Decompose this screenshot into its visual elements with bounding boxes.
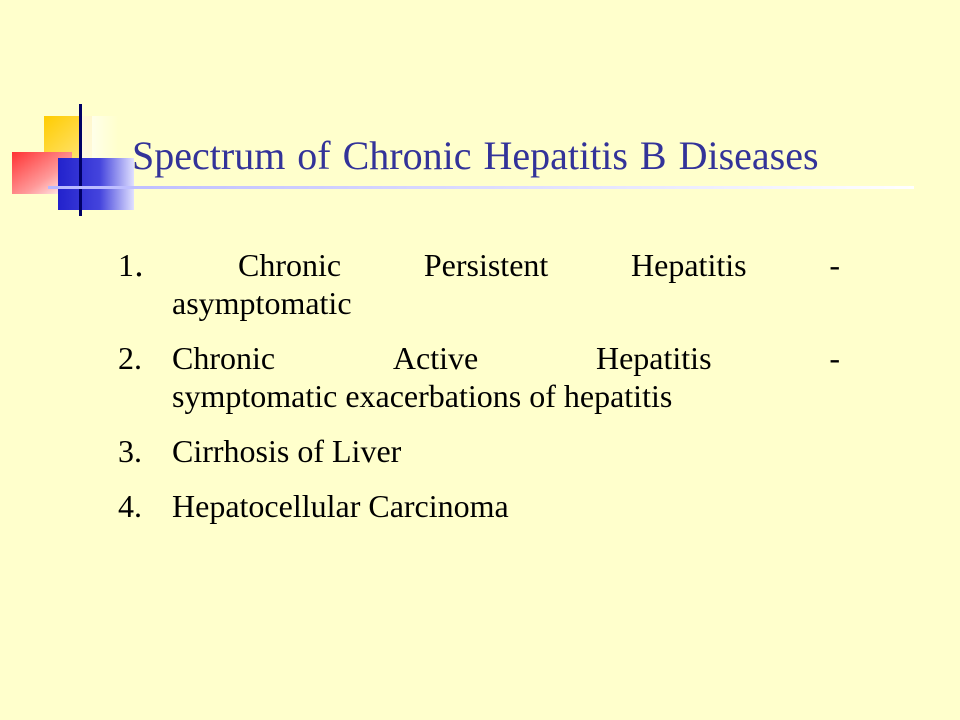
item-continuation: symptomatic exacerbations of hepatitis <box>172 378 673 414</box>
colored-squares-logo-icon <box>0 0 160 240</box>
list-item <box>118 246 840 322</box>
item-number: 3. <box>118 433 142 469</box>
item-word: Chronic <box>238 247 342 283</box>
item-word: Hepatitis <box>595 340 712 376</box>
item-first-line <box>118 339 840 377</box>
item-word: Hepatitis <box>631 247 747 283</box>
item-continuation: asymptomatic <box>172 285 352 321</box>
item-word: - <box>829 340 840 376</box>
slide-title: Spectrum of Chronic Hepatitis B Diseases <box>132 133 819 178</box>
item-text: Cirrhosis of Liver <box>172 433 402 469</box>
title-divider <box>48 186 914 189</box>
item-number: 2. <box>118 340 142 376</box>
item-first-line <box>118 246 840 284</box>
list-item <box>118 432 840 470</box>
item-word: Active <box>392 340 479 376</box>
list-item <box>118 339 840 415</box>
item-word: Persistent <box>423 247 549 283</box>
item-word: - <box>829 247 840 283</box>
item-text: Hepatocellular Carcinoma <box>172 488 509 524</box>
list-item <box>118 487 840 525</box>
item-list <box>118 246 840 542</box>
item-number: 1． <box>118 247 167 283</box>
item-word: Chronic <box>172 340 276 376</box>
item-number: 4. <box>118 488 142 524</box>
